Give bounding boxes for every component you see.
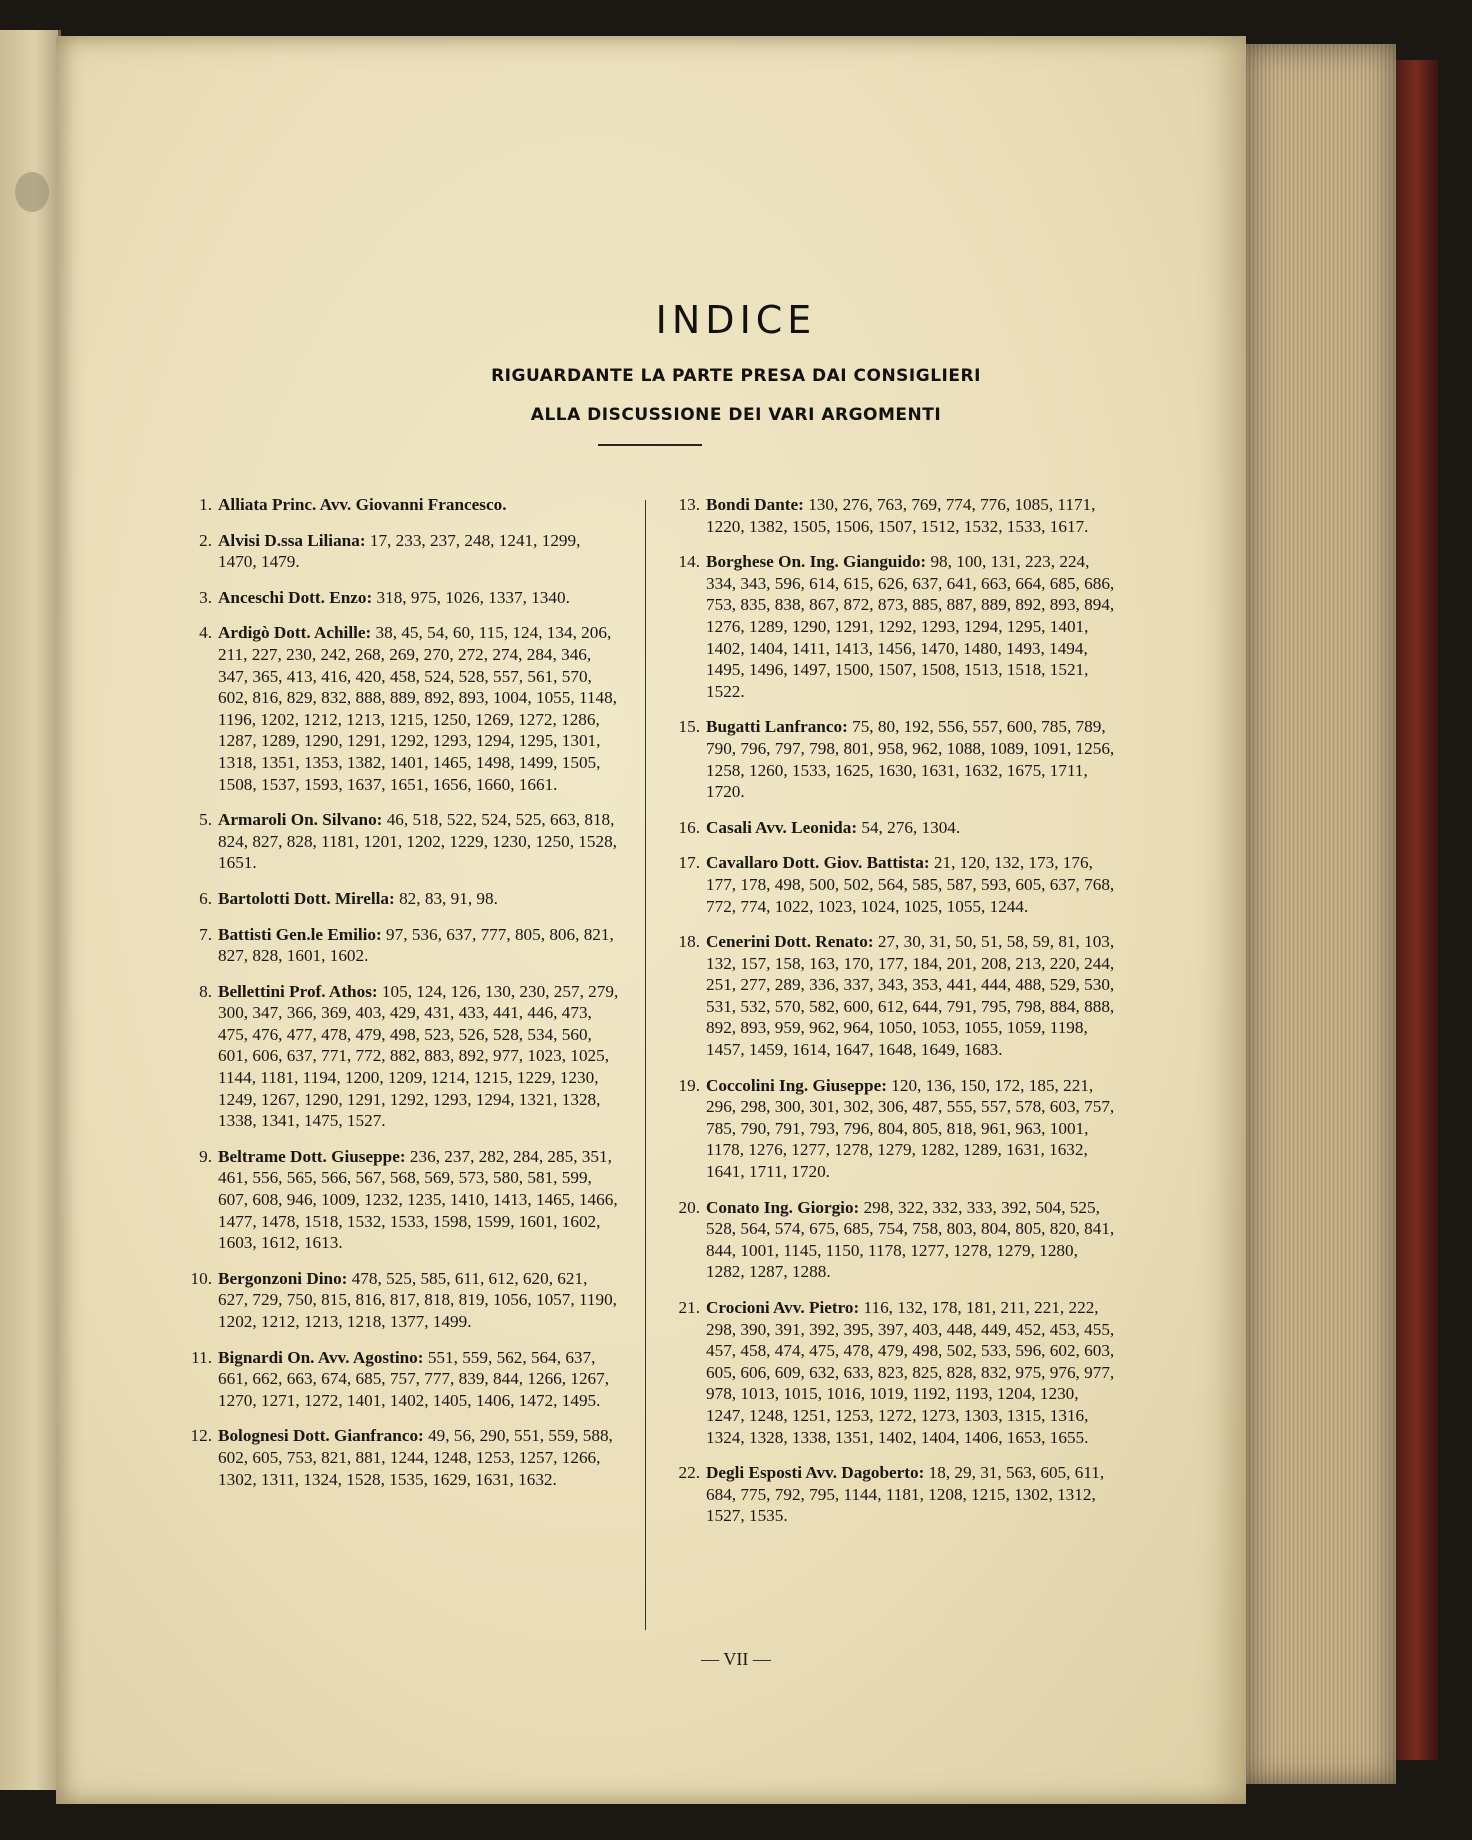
- left-page-edge: [0, 30, 61, 1790]
- councillor-name: Bignardi On. Avv. Agostino:: [218, 1347, 424, 1367]
- entry-number: 17.: [678, 853, 700, 873]
- entry-number: 1.: [199, 495, 212, 514]
- entry-number: 8.: [199, 981, 212, 1001]
- index-entry: [170, 809, 620, 874]
- index-entry: [170, 888, 620, 910]
- page-references: 82, 83, 91, 98.: [399, 888, 498, 908]
- index-entry: [170, 622, 620, 795]
- entry-number: 22.: [678, 1463, 700, 1483]
- entry-number: 14.: [678, 552, 700, 572]
- entry-number: 16.: [678, 817, 700, 837]
- page-references: 38, 45, 54, 60, 115, 124, 134, 206, 211, 227, 230, 242, 268, 269, 270, 272, 274, 284, 346, 347, 365, 413, 416, 420, 458, 524, 528, 557, 561, 570, 602, 816, 829, 832, 888, 889, 892, 893, 1004, 1055, 1148, 1196, 1202, 1212, 1213, 1215, 1250, 1269, 1272, 1286, 1287, 1289, 1290, 1291, 1292, 1293, 1294, 1295, 1301, 1318, 1351, 1353, 1382, 1401, 1465, 1498, 1499, 1505, 1508, 1537, 1593, 1637, 1651, 1656, 1660, 1661.: [218, 623, 617, 794]
- index-entry: [658, 852, 1118, 917]
- page-references: 98, 100, 131, 223, 224, 334, 343, 596, 614, 615, 626, 637, 641, 663, 664, 685, 686, 753, 835, 838, 867, 872, 873, 885, 887, 889, 892, 893, 894, 1276, 1289, 1290, 1291, 1292, 1293, 1294, 1295, 1401, 1402, 1404, 1411, 1413, 1456, 1470, 1480, 1493, 1494, 1495, 1496, 1497, 1500, 1507, 1508, 1513, 1518, 1521, 1522.: [706, 552, 1115, 701]
- entry-number: 18.: [678, 932, 700, 952]
- page-references: 116, 132, 178, 181, 211, 221, 222, 298, 390, 391, 392, 395, 397, 403, 448, 449, 452, 453, 455, 457, 458, 474, 475, 478, 479, 498, 502, 533, 596, 602, 603, 605, 606, 609, 632, 633, 823, 825, 828, 832, 975, 976, 977, 978, 1013, 1015, 1016, 1019, 1192, 1193, 1204, 1230, 1247, 1248, 1251, 1253, 1272, 1273, 1303, 1315, 1316, 1324, 1328, 1338, 1351, 1402, 1404, 1406, 1653, 1655.: [706, 1298, 1115, 1447]
- index-entry: [658, 1075, 1118, 1183]
- entry-number: 6.: [199, 888, 212, 908]
- page-references: 318, 975, 1026, 1337, 1340.: [376, 587, 570, 607]
- index-entry: [170, 530, 620, 573]
- entry-number: 15.: [678, 717, 700, 737]
- index-entry: [170, 924, 620, 967]
- councillor-name: Bartolotti Dott. Mirella:: [218, 888, 395, 908]
- page-references: 478, 525, 585, 611, 612, 620, 621, 627, 729, 750, 815, 816, 817, 818, 819, 1056, 1057, 1190, 1202, 1212, 1213, 1218, 1377, 1499.: [218, 1268, 617, 1331]
- index-subtitle-2: ALLA DISCUSSIONE DEI VARI ARGOMENTI: [530, 405, 942, 425]
- page-references: 298, 322, 332, 333, 392, 504, 525, 528, 564, 574, 675, 685, 754, 758, 803, 804, 805, 820, 841, 844, 1001, 1145, 1150, 1178, 1277, 1278, 1279, 1280, 1282, 1287, 1288.: [706, 1197, 1115, 1282]
- councillor-name: Bellettini Prof. Athos:: [218, 981, 378, 1001]
- page-references: 75, 80, 192, 556, 557, 600, 785, 789, 790, 796, 797, 798, 801, 958, 962, 1088, 1089, 1091, 1256, 1258, 1260, 1533, 1625, 1630, 1631, 1632, 1675, 1711, 1720.: [706, 717, 1115, 802]
- councillor-name: Bondi Dante:: [706, 495, 804, 514]
- page-references: 54, 276, 1304.: [861, 817, 961, 837]
- left-column: [170, 494, 620, 1504]
- entry-number: 5.: [199, 810, 212, 830]
- page-references: 105, 124, 126, 130, 230, 257, 279, 300, 347, 366, 369, 403, 429, 431, 433, 441, 446, 473, 475, 476, 477, 478, 479, 498, 523, 526, 528, 534, 560, 601, 606, 637, 771, 772, 882, 883, 892, 977, 1023, 1025, 1144, 1181, 1194, 1200, 1209, 1214, 1215, 1229, 1230, 1249, 1267, 1290, 1291, 1292, 1293, 1294, 1321, 1328, 1338, 1341, 1475, 1527.: [218, 981, 619, 1131]
- councillor-name: Casali Avv. Leonida:: [706, 817, 858, 837]
- councillor-name: Bugatti Lanfranco:: [706, 717, 848, 737]
- index-entry: [658, 931, 1118, 1061]
- index-entry: [658, 1297, 1118, 1448]
- councillor-name: Bergonzoni Dino:: [218, 1268, 348, 1288]
- index-entry: [170, 981, 620, 1132]
- entry-number: 9.: [199, 1146, 212, 1166]
- page-references: 236, 237, 282, 284, 285, 351, 461, 556, 565, 566, 567, 568, 569, 573, 580, 581, 599, 607, 608, 946, 1009, 1232, 1235, 1410, 1413, 1465, 1466, 1477, 1478, 1518, 1532, 1533, 1598, 1599, 1601, 1602, 1603, 1612, 1613.: [218, 1146, 618, 1253]
- entry-number: 4.: [199, 623, 212, 643]
- index-entry: [170, 1146, 620, 1254]
- page-stain: [15, 172, 49, 212]
- index-subtitle-1: RIGUARDANTE LA PARTE PRESA DAI CONSIGLIERI: [491, 366, 981, 386]
- page-references: 551, 559, 562, 564, 637, 661, 662, 663, 674, 685, 757, 777, 839, 844, 1266, 1267, 1270, 1271, 1272, 1401, 1402, 1405, 1406, 1472, 1495.: [218, 1347, 610, 1410]
- councillor-name: Cenerini Dott. Renato:: [706, 932, 874, 952]
- entry-number: 13.: [678, 495, 700, 514]
- title-rule: [598, 444, 702, 446]
- entry-number: 12.: [190, 1426, 212, 1446]
- index-entry: [170, 1425, 620, 1490]
- index-entry: [658, 551, 1118, 702]
- councillor-name: Borghese On. Ing. Gianguido:: [706, 552, 927, 572]
- councillor-name: Crocioni Avv. Pietro:: [706, 1298, 860, 1317]
- councillor-name: Battisti Gen.le Emilio:: [218, 924, 382, 944]
- councillor-name: Coccolini Ing. Giuseppe:: [706, 1075, 887, 1095]
- councillor-name: Armaroli On. Silvano:: [218, 810, 383, 830]
- index-entry: [658, 494, 1118, 537]
- councillor-name: Anceschi Dott. Enzo:: [218, 587, 373, 607]
- page-number: — VII —: [701, 1649, 771, 1669]
- page-references: 97, 536, 637, 777, 805, 806, 821, 827, 828, 1601, 1602.: [218, 924, 614, 966]
- entry-number: 20.: [678, 1197, 700, 1217]
- right-column: [658, 494, 1118, 1541]
- index-entry: [170, 1268, 620, 1333]
- page-references: 18, 29, 31, 563, 605, 611, 684, 775, 792, 795, 1144, 1181, 1208, 1215, 1302, 1312, 1527, 1535.: [706, 1463, 1105, 1526]
- page-references: 130, 276, 763, 769, 774, 776, 1085, 1171, 1220, 1382, 1505, 1506, 1507, 1512, 1532, 1533, 1617.: [706, 495, 1096, 536]
- entry-number: 21.: [678, 1298, 700, 1317]
- councillor-name: Cavallaro Dott. Giov. Battista:: [706, 853, 930, 873]
- entry-number: 7.: [199, 924, 212, 944]
- councillor-name: Beltrame Dott. Giuseppe:: [218, 1146, 406, 1166]
- column-divider: [645, 500, 646, 1630]
- page-references: 46, 518, 522, 524, 525, 663, 818, 824, 827, 828, 1181, 1201, 1202, 1229, 1230, 1250, 1528, 1651.: [218, 810, 617, 873]
- index-entry: [658, 1197, 1118, 1283]
- entry-number: 19.: [678, 1075, 700, 1095]
- index-entry: [658, 716, 1118, 802]
- index-entry: [170, 1347, 620, 1412]
- page-references: 49, 56, 290, 551, 559, 588, 602, 605, 753, 821, 881, 1244, 1248, 1253, 1257, 1266, 1302, 1311, 1324, 1528, 1535, 1629, 1631, 1632.: [218, 1426, 613, 1489]
- councillor-name: Alvisi D.ssa Liliana:: [218, 530, 366, 550]
- page-references: 27, 30, 31, 50, 51, 58, 59, 81, 103, 132, 157, 158, 163, 170, 177, 184, 201, 208, 213, 220, 244, 251, 277, 289, 336, 337, 343, 353, 441, 444, 488, 529, 530, 531, 532, 570, 582, 600, 612, 644, 791, 795, 798, 884, 888, 892, 893, 959, 962, 964, 1050, 1053, 1055, 1059, 1198, 1457, 1459, 1614, 1647, 1648, 1649, 1683.: [706, 932, 1115, 1060]
- entry-number: 10.: [190, 1268, 212, 1288]
- councillor-name: Degli Esposti Avv. Dagoberto:: [706, 1463, 925, 1483]
- index-entry: [658, 817, 1118, 839]
- entry-number: 3.: [199, 587, 212, 607]
- page-references: 21, 120, 132, 173, 176, 177, 178, 498, 500, 502, 564, 585, 587, 593, 605, 637, 768, 772, 774, 1022, 1023, 1024, 1025, 1055, 1244.: [706, 853, 1115, 916]
- entry-number: 2.: [199, 530, 212, 550]
- councillor-name: Bolognesi Dott. Gianfranco:: [218, 1426, 424, 1446]
- entry-number: 11.: [191, 1347, 212, 1367]
- page-references: 120, 136, 150, 172, 185, 221, 296, 298, 300, 301, 302, 306, 487, 555, 557, 578, 603, 757, 785, 790, 791, 793, 796, 804, 805, 818, 961, 963, 1001, 1178, 1276, 1277, 1278, 1279, 1282, 1289, 1631, 1632, 1641, 1711, 1720.: [706, 1075, 1115, 1182]
- index-entry: [170, 494, 620, 516]
- councillor-name: Conato Ing. Giorgio:: [706, 1197, 860, 1217]
- index-entry: [658, 1462, 1118, 1527]
- index-title: INDICE: [655, 298, 817, 342]
- councillor-name: Ardigò Dott. Achille:: [218, 623, 372, 643]
- councillor-name: Alliata Princ. Avv. Giovanni Francesco.: [218, 495, 507, 514]
- index-entry: [170, 587, 620, 609]
- page-references: 17, 233, 237, 248, 1241, 1299, 1470, 1479.: [218, 530, 581, 572]
